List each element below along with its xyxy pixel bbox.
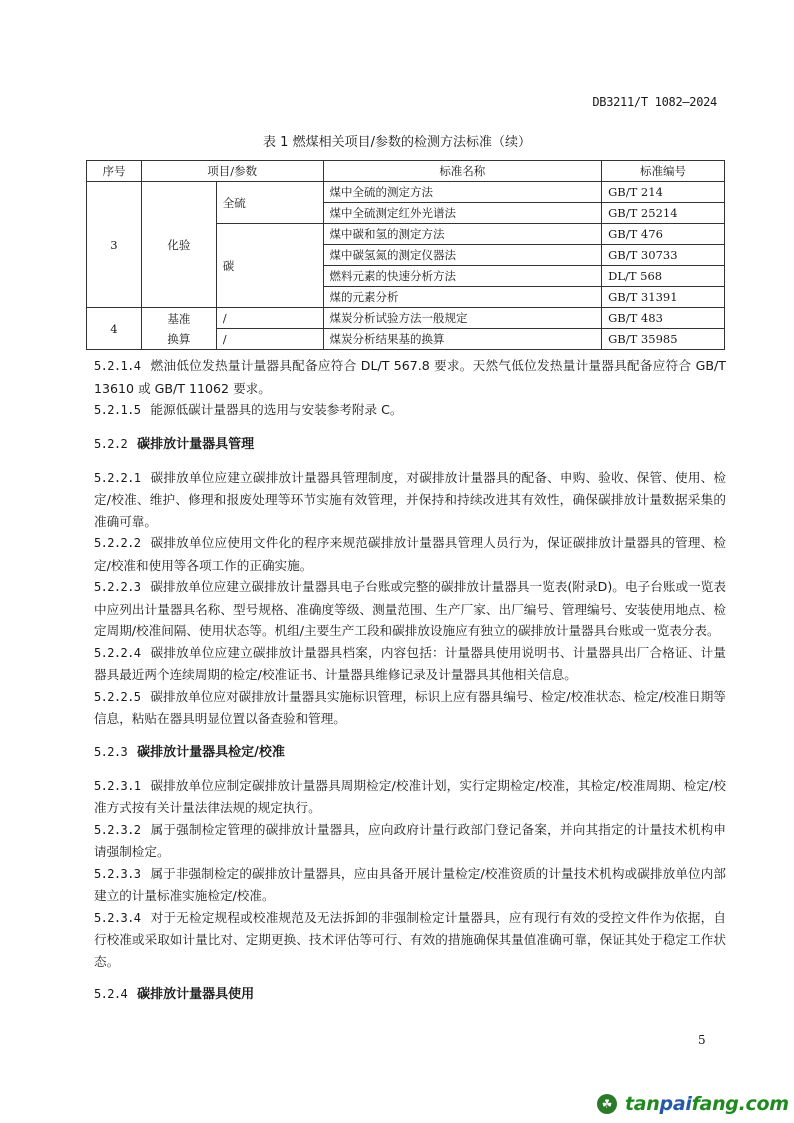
clause-5-2-3-4 xyxy=(94,907,726,973)
table-row xyxy=(87,308,725,329)
clause-5-2-2-1 xyxy=(94,467,726,533)
watermark-part: pai xyxy=(659,1093,692,1115)
clause-text: 燃油低位发热量计量器具配备应符合 DL/T 567.8 要求。天然气低位发热量计量器具配备应符合 GB/T 13610 或 GB/T 11062 要求。 xyxy=(94,358,726,396)
standard-code: GB/T 483 xyxy=(602,308,725,329)
table-header-row xyxy=(87,161,725,182)
section-number: 5.2.3 xyxy=(94,744,128,759)
document-id: DB3211/T 1082—2024 xyxy=(592,95,717,109)
standard-name: 煤中全硫测定红外光谱法 xyxy=(323,203,602,224)
clause-text: 碳排放单位应建立碳排放计量器具电子台账或完整的碳排放计量器具一览表(附录D)。电子台账或一览表中应列出计量器具名称、型号规格、准确度等级、测量范围、生产厂家、出厂编号、管理编号、安装使用地点、检定周期/校准间隔、使用状态等。机组/主要生产工段和碳排放设施应有独立的碳排放计量器具台账或一览表分表。 xyxy=(94,579,726,638)
clause-number: 5.2.3.3 xyxy=(94,866,141,881)
clause-text: 碳排放单位应建立碳排放计量器具档案，内容包括：计量器具使用说明书、计量器具出厂合格证、计量器具最近两个连续周期的检定/校准证书、计量器具维修记录及计量器具其他相关信息。 xyxy=(94,644,726,682)
clause-number: 5.2.3.2 xyxy=(94,822,141,837)
watermark-logo xyxy=(597,1093,789,1115)
section-title: 碳排放计量器具检定/校准 xyxy=(137,744,285,760)
clause-number: 5.2.3.4 xyxy=(94,910,141,925)
clause-text: 碳排放单位应制定碳排放计量器具周期检定/校准计划，实行定期检定/校准，其检定/校准周期、检定/校准方式按有关计量法律法规的规定执行。 xyxy=(94,777,726,815)
clause-5-2-3-2 xyxy=(94,819,726,863)
standards-table xyxy=(86,160,725,350)
clause-5-2-2-4 xyxy=(94,642,726,686)
subcategory-cell: / xyxy=(216,329,323,350)
standard-code: GB/T 214 xyxy=(602,182,725,203)
category-line: 基准 xyxy=(167,311,191,326)
subcategory-cell: 碳 xyxy=(216,224,323,308)
category-cell xyxy=(141,308,216,350)
table-row xyxy=(87,182,725,203)
standard-name: 煤炭分析结果基的换算 xyxy=(323,329,602,350)
category-line: 换算 xyxy=(167,331,191,346)
header-code: 标准编号 xyxy=(602,161,725,182)
section-heading-5-2-3 xyxy=(94,742,726,763)
watermark-part: tan xyxy=(625,1093,660,1115)
standard-code: GB/T 476 xyxy=(602,224,725,245)
seq-cell: 4 xyxy=(87,308,142,350)
clause-5-2-2-3 xyxy=(94,576,726,642)
clause-number: 5.2.2.5 xyxy=(94,689,141,704)
clause-text: 碳排放单位应对碳排放计量器具实施标识管理，标识上应有器具编号、检定/校准状态、检定/校准日期等信息，粘贴在器具明显位置以备查验和管理。 xyxy=(94,688,726,726)
clause-number: 5.2.3.1 xyxy=(94,778,141,793)
watermark-text xyxy=(625,1093,789,1115)
standard-name: 煤中碳氢氮的测定仪器法 xyxy=(323,245,602,266)
clause-text: 对于无检定规程或校准规范及无法拆卸的非强制检定计量器具，应有现行有效的受控文件作为依据，自行校准或采取如计量比对、定期更换、技术评估等可行、有效的措施确保其量值准确可靠，保证其处于稳定工作状态。 xyxy=(94,909,726,969)
standard-name: 燃料元素的快速分析方法 xyxy=(323,266,602,287)
clause-5-2-3-1 xyxy=(94,775,726,819)
section-number: 5.2.4 xyxy=(94,987,128,1001)
standard-code: DL/T 568 xyxy=(602,266,725,287)
section-title: 碳排放计量器具使用 xyxy=(137,987,255,1002)
clause-5-2-1-4 xyxy=(94,355,726,399)
standard-name: 煤的元素分析 xyxy=(323,287,602,308)
standard-code: GB/T 25214 xyxy=(602,203,725,224)
leaf-logo-icon: ☘ xyxy=(597,1094,617,1114)
clause-number: 5.2.1.5 xyxy=(94,403,141,417)
header-name: 标准名称 xyxy=(323,161,602,182)
clause-text: 属于强制检定管理的碳排放计量器具，应向政府计量行政部门登记备案，并向其指定的计量技术机构申请强制检定。 xyxy=(94,821,726,859)
seq-cell: 3 xyxy=(87,182,142,308)
section-heading-5-2-2 xyxy=(94,434,726,455)
section-heading-5-2-4 xyxy=(94,984,726,1005)
standard-code: GB/T 35985 xyxy=(602,329,725,350)
clause-text: 属于非强制检定的碳排放计量器具，应由具备开展计量检定/校准资质的计量技术机构或碳排放单位内部建立的计量标准实施检定/校准。 xyxy=(94,865,726,903)
standard-name: 煤中全硫的测定方法 xyxy=(323,182,602,203)
clause-number: 5.2.2.3 xyxy=(94,580,141,594)
page-number: 5 xyxy=(698,1033,706,1047)
standard-name: 煤炭分析试验方法一般规定 xyxy=(323,308,602,329)
section-number: 5.2.2 xyxy=(94,436,128,451)
clause-number: 5.2.1.4 xyxy=(94,359,141,373)
header-seq: 序号 xyxy=(87,161,142,182)
watermark-part: fang.com xyxy=(691,1093,789,1115)
section-title: 碳排放计量器具管理 xyxy=(137,436,255,452)
subcategory-cell: 全硫 xyxy=(216,182,323,224)
table-title: 表 1 燃煤相关项目/参数的检测方法标准（续） xyxy=(263,135,531,150)
clause-number: 5.2.2.4 xyxy=(94,645,141,660)
subcategory-cell: / xyxy=(216,308,323,329)
clause-text: 碳排放单位应使用文件化的程序来规范碳排放计量器具管理人员行为，保证碳排放计量器具的管理、检定/校准和使用等各项工作的正确实施。 xyxy=(94,535,726,573)
clause-5-2-2-2 xyxy=(94,532,726,576)
standard-code: GB/T 31391 xyxy=(602,287,725,308)
header-item: 项目/参数 xyxy=(141,161,323,182)
standard-name: 煤中碳和氢的测定方法 xyxy=(323,224,602,245)
standard-code: GB/T 30733 xyxy=(602,245,725,266)
clause-5-2-2-5 xyxy=(94,686,726,730)
clause-5-2-3-3 xyxy=(94,863,726,907)
clause-text: 碳排放单位应建立碳排放计量器具管理制度，对碳排放计量器具的配备、申购、验收、保管、使用、检定/校准、维护、修理和报废处理等环节实施有效管理，并保持和持续改进其有效性，确保碳排放计量数据采集的准确可靠。 xyxy=(94,469,726,529)
clause-5-2-1-5 xyxy=(94,399,726,422)
clause-number: 5.2.2.1 xyxy=(94,470,141,485)
clause-number: 5.2.2.2 xyxy=(94,536,141,550)
clause-text: 能源低碳计量器具的选用与安装参考附录 C。 xyxy=(150,402,403,417)
document-body xyxy=(94,355,726,1017)
category-cell: 化验 xyxy=(141,182,216,308)
